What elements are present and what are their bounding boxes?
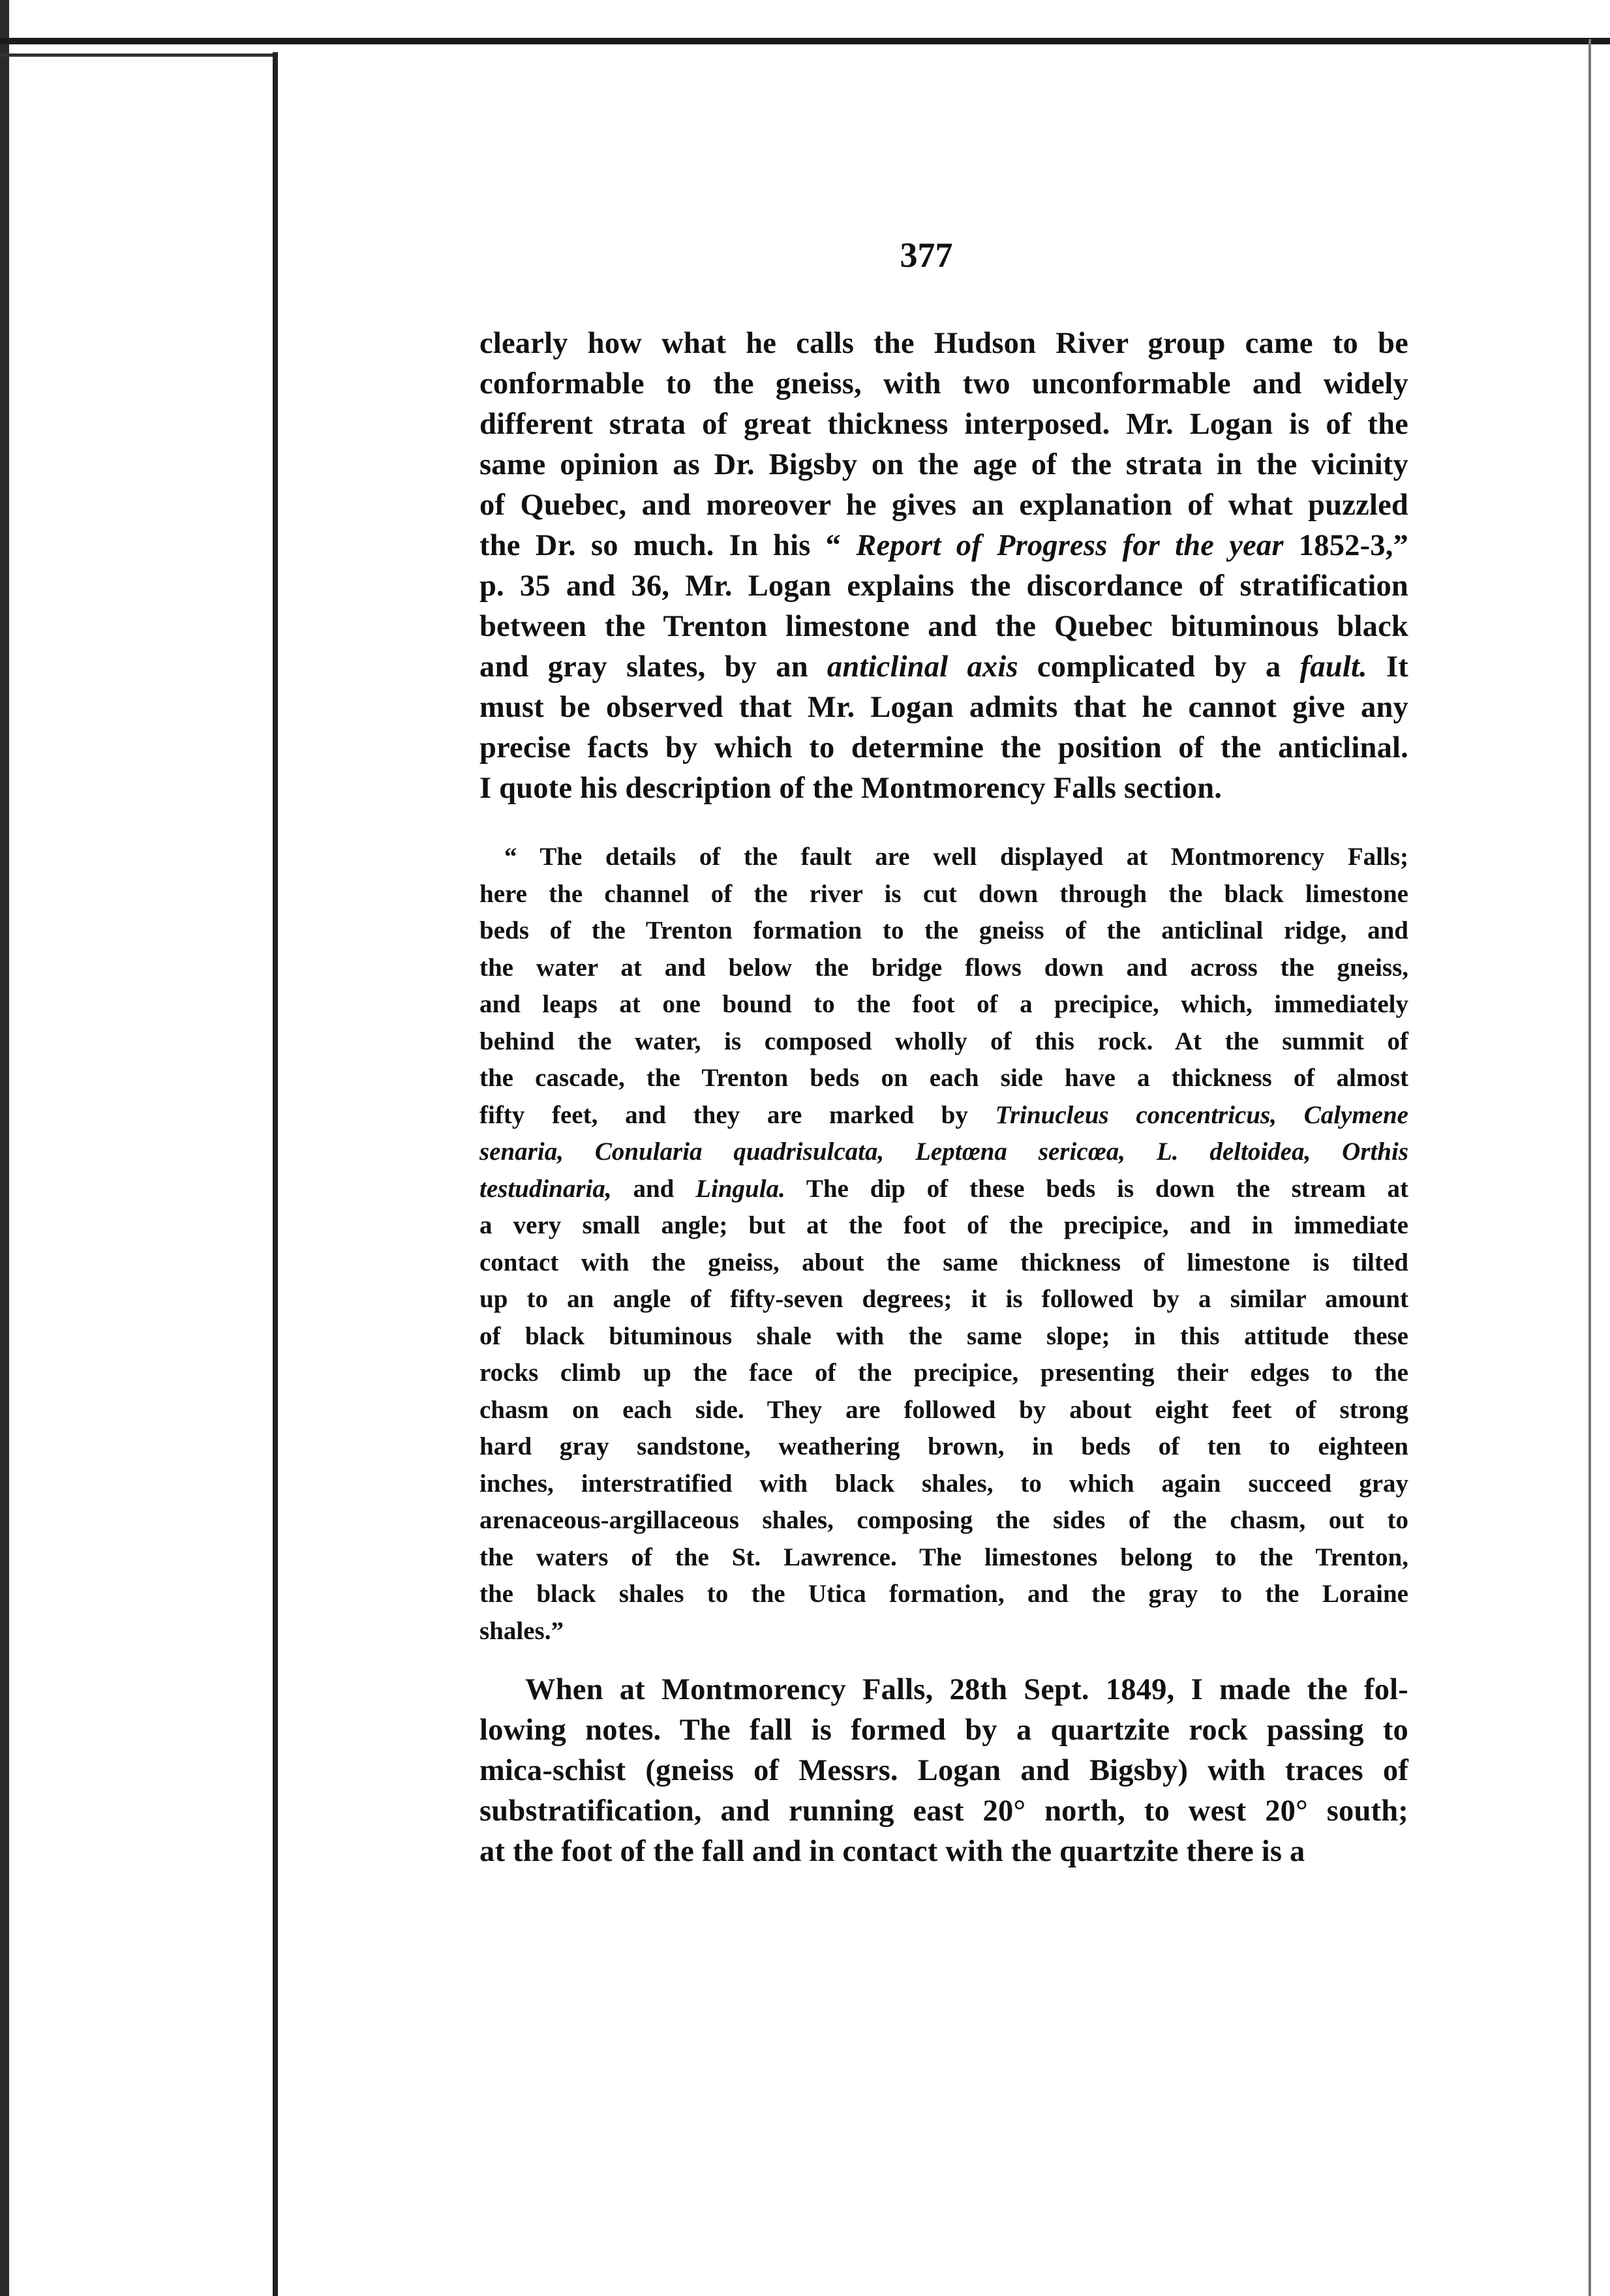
text-segment: the Dr. so much. In his “	[479, 529, 857, 562]
text-line: inches, interstratified with black shales, to which again succeed gray	[479, 1469, 1408, 1498]
text-line: rocks climb up the face of the precipice, presenting their edges to the	[479, 1359, 1408, 1387]
text-line	[479, 647, 1408, 687]
text-line: I quote his description of the Montmorency Falls section.	[479, 772, 1223, 805]
text-line: When at Montmorency Falls, 28th Sept. 1849, I made the fol-	[525, 1673, 1408, 1706]
text-segment: and gray slates, by an	[479, 650, 827, 684]
text-line: shales.”	[479, 1616, 564, 1645]
text-line: the black shales to the Utica formation, and the gray to the Loraine	[479, 1580, 1408, 1608]
text-line: mica-schist (gneiss of Messrs. Logan and Bigsby) with traces of	[479, 1754, 1408, 1787]
page-number: 377	[900, 235, 953, 275]
text-segment: The dip of these beds is down the stream at	[785, 1174, 1408, 1203]
text-line	[479, 1097, 1408, 1134]
italic-text: Trinucleus concentricus, Calymene	[995, 1100, 1408, 1129]
scan-top-edge-shadow	[0, 53, 274, 57]
text-line: clearly how what he calls the Hudson River group came to be	[479, 327, 1408, 360]
text-line: a very small angle; but at the foot of the precipice, and in immediate	[479, 1211, 1408, 1239]
text-line: “ The details of the fault are well displayed at Montmorency Falls;	[504, 843, 1408, 871]
text-line: the waters of the St. Lawrence. The limestones belong to the Trenton,	[479, 1543, 1408, 1571]
text-line: p. 35 and 36, Mr. Logan explains the discordance of stratification	[479, 569, 1408, 603]
text-line: arenaceous-argillaceous shales, composing the sides of the chasm, out to	[479, 1506, 1408, 1534]
text-line: behind the water, is composed wholly of this rock. At the summit of	[479, 1027, 1408, 1055]
block-quote	[479, 839, 1408, 1650]
italic-text: Lingula.	[695, 1174, 785, 1203]
italic-text: Report of Progress for the year	[856, 529, 1284, 562]
text-segment: complicated by a	[1018, 650, 1300, 684]
text-line: conformable to the gneiss, with two unconformable and widely	[479, 367, 1408, 400]
paragraph-1	[479, 324, 1408, 809]
text-line: beds of the Trenton formation to the gneiss of the anticlinal ridge, and	[479, 916, 1408, 944]
text-line: chasm on each side. They are followed by about eight feet of strong	[479, 1395, 1408, 1424]
text-line: of black bituminous shale with the same slope; in this attitude these	[479, 1322, 1408, 1350]
text-line	[479, 1171, 1408, 1208]
text-line	[479, 526, 1408, 566]
text-line: hard gray sandstone, weathering brown, in beds of ten to eighteen	[479, 1432, 1408, 1460]
text-line	[479, 1134, 1408, 1171]
paragraph-2	[479, 1670, 1408, 1872]
text-line: and leaps at one bound to the foot of a precipice, which, immediately	[479, 990, 1408, 1018]
text-line: the cascade, the Trenton beds on each side have a thickness of almost	[479, 1064, 1408, 1092]
text-segment: It	[1367, 650, 1408, 684]
text-line: between the Trenton limestone and the Quebec bituminous black	[479, 610, 1408, 643]
page-right-edge	[1588, 39, 1591, 2296]
text-segment: and	[611, 1174, 696, 1203]
italic-text: testudinaria,	[479, 1174, 612, 1203]
italic-text: fault.	[1299, 650, 1367, 684]
text-line: must be observed that Mr. Logan admits that he cannot give any	[479, 691, 1408, 724]
text-line: same opinion as Dr. Bigsby on the age of the strata in the vicinity	[479, 448, 1408, 481]
book-gutter	[273, 52, 278, 2296]
text-line: of Quebec, and moreover he gives an explanation of what puzzled	[479, 489, 1408, 522]
text-line: substratification, and running east 20° north, to west 20° south;	[479, 1794, 1408, 1828]
text-line: lowing notes. The fall is formed by a quartzite rock passing to	[479, 1714, 1408, 1747]
text-line: here the channel of the river is cut down through the black limestone	[479, 879, 1408, 908]
scan-top-edge	[0, 38, 1610, 44]
scan-left-edge	[0, 0, 9, 2296]
text-line: at the foot of the fall and in contact with the quartzite there is a	[479, 1835, 1305, 1868]
text-line: different strata of great thickness interposed. Mr. Logan is of the	[479, 408, 1408, 441]
text-line: the water at and below the bridge flows down and across the gneiss,	[479, 953, 1408, 982]
text-segment: 1852-3,”	[1283, 529, 1409, 562]
italic-text: anticlinal axis	[827, 650, 1018, 684]
text-line: precise facts by which to determine the position of the anticlinal.	[479, 731, 1408, 764]
text-segment: fifty feet, and they are marked by	[479, 1100, 995, 1129]
text-line: contact with the gneiss, about the same thickness of limestone is tilted	[479, 1248, 1408, 1276]
italic-text: senaria, Conularia quadrisulcata, Leptœna sericœa, L. deltoidea, Orthis	[479, 1138, 1408, 1166]
text-line: up to an angle of fifty-seven degrees; it is followed by a similar amount	[479, 1285, 1408, 1313]
